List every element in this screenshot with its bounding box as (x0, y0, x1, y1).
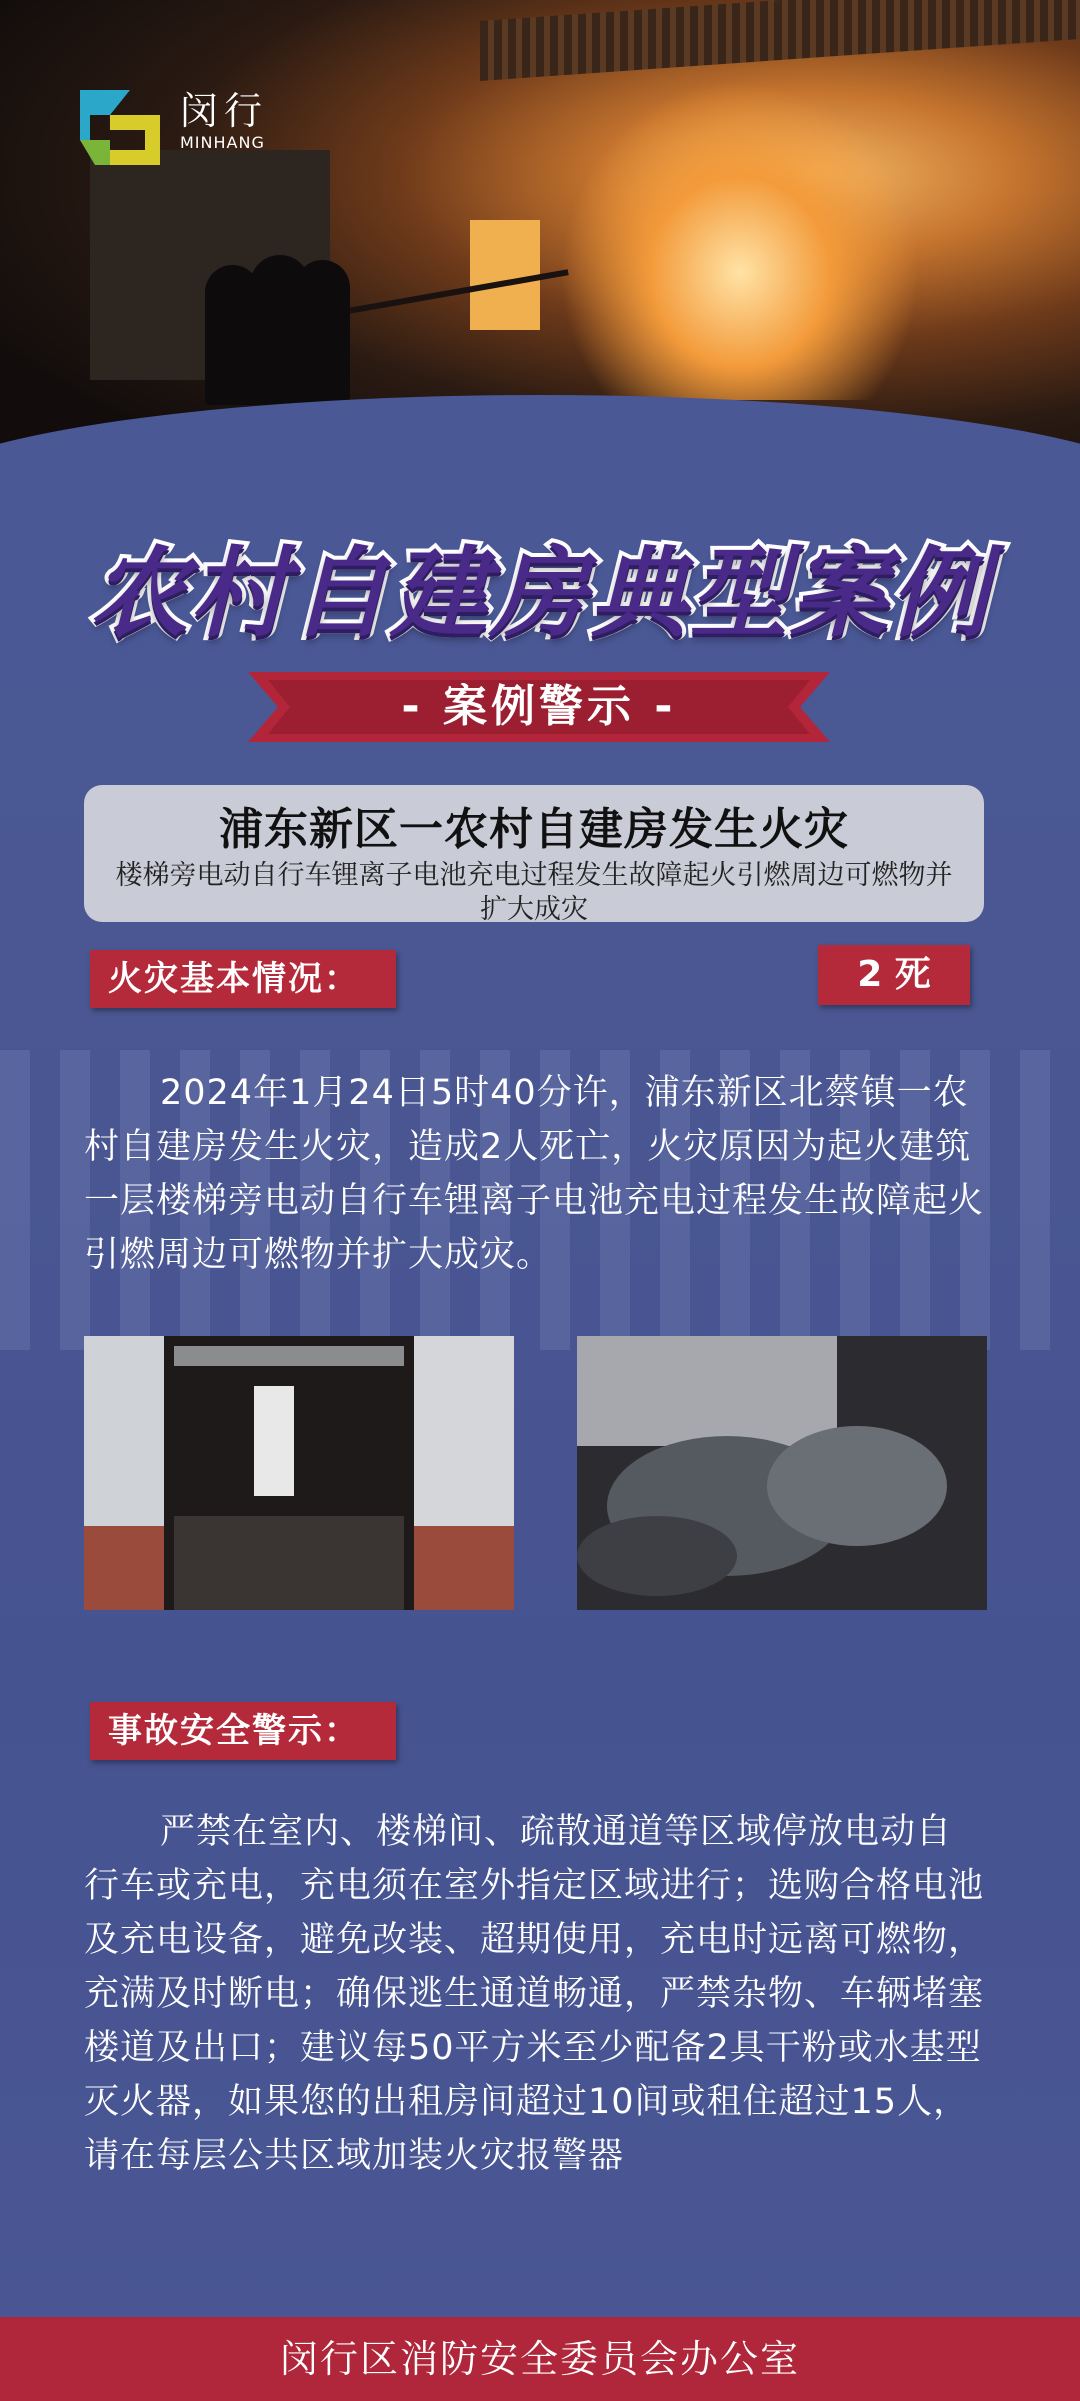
footer-issuer: 闵行区消防安全委员会办公室 (0, 2317, 1080, 2401)
burned-bikes-photo (577, 1336, 987, 1610)
case-summary-box (84, 785, 984, 925)
burning-roof (480, 0, 1080, 81)
basic-info-label: 火灾基本情况： (90, 950, 396, 1008)
safety-warning-text (84, 1805, 984, 2183)
case-title: 浦东新区一农村自建房发生火灾 (219, 804, 849, 855)
case-warning-ribbon (248, 672, 830, 742)
safety-warning-label: 事故安全警示： (90, 1702, 396, 1760)
basic-info-body: 2024年1月24日5时40分许，浦东新区北蔡镇一农村自建房发生火灾，造成2人死亡，火灾原因为起火建筑一层楼梯旁电动自行车锂离子电池充电过程发生故障起火引燃周边可燃物并扩大成灾。 (84, 1073, 985, 1275)
minhang-logo (70, 70, 268, 170)
firefighter-silhouette (295, 260, 350, 405)
logo-name-en: MINHANG (180, 132, 265, 152)
poster-title: 农村自建房典型案例 (89, 537, 990, 651)
fire-glow (560, 80, 920, 400)
basic-info-text (84, 1066, 984, 1282)
stairwell-photo (84, 1336, 514, 1610)
ribbon-label: - 案例警示 - (401, 681, 677, 732)
logo-mark-icon (70, 70, 170, 170)
deaths-badge: 2 死 (818, 945, 970, 1005)
safety-warning-body: 严禁在室内、楼梯间、疏散通道等区域停放电动自行车或充电，充电须在室外指定区域进行；选购合格电池及充电设备，避免改装、超期使用，充电时远离可燃物，充满及时断电；确保逃生通道畅通，严禁杂物、车辆堵塞楼道及出口；建议每50平方米至少配备2具干粉或水基型灭火器，如果您的出租房间超过10间或租住超过15人，请在每层公共区域加装火灾报警器 (84, 1812, 985, 2176)
case-subtitle: 楼梯旁电动自行车锂离子电池充电过程发生故障起火引燃周边可燃物并扩大成灾 (115, 860, 953, 925)
logo-name-cn: 闵行 (180, 88, 269, 133)
